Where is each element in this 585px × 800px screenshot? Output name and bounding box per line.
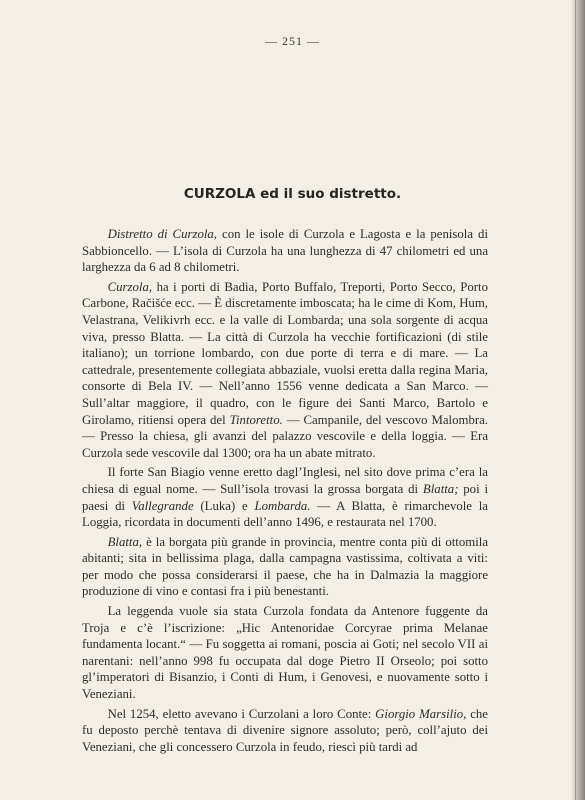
spine-line	[575, 0, 576, 800]
paragraph	[82, 534, 488, 600]
text-run: con le isole di Curzola e Lagosta e la penisola di Sabbioncello. — L’isola di Curzola ha una lunghezza di 47 chilometri ed una larghezza da 6 ad 8 chilometri.	[82, 227, 488, 275]
italic-text-run: Lombarda.	[254, 498, 311, 513]
spine-shadow	[571, 0, 585, 800]
page-number: — 251 —	[265, 34, 320, 48]
italic-text-run: Giorgio Marsilio,	[375, 706, 467, 721]
text-run: — A Blatta, è rimarchevole la Loggia, ricordata in documenti dell’anno 1496, e restaurata nel 1700.	[82, 498, 488, 530]
italic-text-run: Blatta,	[107, 534, 143, 549]
paragraph	[82, 226, 488, 276]
paragraph	[82, 464, 488, 530]
text-run: La leggenda vuole sia stata Curzola fondata da Antenore fuggente da Troja e c’è l’iscrizione: „Hic Antenoridae Corcyrae prima Melanae fundamenta locant.“ — Fu soggetta ai romani, poscia ai Goti; nel secolo VII ai narentani: nell’anno 998 fu occupata dal doge Pietro II Orseolo; poi sotto gl’imperatori di Bisanzio, i Conti di Hum, i Genovesi, e nuovamente sotto i Veneziani.	[82, 604, 488, 702]
paragraph	[82, 706, 488, 756]
italic-text-run: Blatta;	[422, 481, 459, 496]
body-text	[82, 226, 488, 758]
italic-text-run: Tintoretto.	[229, 412, 283, 427]
text-run: — Campanile, del vescovo Malombra. — Presso la chiesa, gli avanzi del palazzo vescovile e della loggia. — Era Curzola sede vescovile dal 1300; ora ha un abate mitrato.	[82, 412, 488, 460]
section-heading: CURZOLA ed il suo distretto.	[183, 186, 402, 202]
italic-text-run: Curzola,	[107, 279, 153, 294]
text-run: ha i porti di Badia, Porto Buffalo, Treporti, Porto Secco, Porto Carbone, Račišće ecc. — È discretamente imboscata; ha le cime di Kom, Hum, Velastrana, Velikivrh ecc. e la valle di Lombarda; una sola sorgente di acqua viva, presso Blatta. — La città di Curzola ha vecchie fortificazioni (di stile italiano); un torrione lombardo, con due porte di terra e di mare. — La cattedrale, presentemente collegiata abbaziale, vuolsi eretta dalla regina Maria, consorte di Bela IV. — Nell’anno 1556 venne dedicata a San Marco. — Sull’altar maggiore, il quadro, con le figure dei Santi Marco, Bartolo e Girolamo, ritiensi opera del	[82, 279, 488, 427]
text-run: Il forte San Biagio venne eretto dagl’Inglesi, nel sito dove prima c’era la chiesa di egual nome. — Sull’isola trovasi la grossa borgata di	[82, 465, 488, 496]
text-run: (Luka) e	[193, 498, 255, 513]
text-run: che fu deposto perchè tentava di divenire signore assoluto; però, coll’ajuto dei Veneziani, che gli concessero Curzola in feudo, riescì più tardi ad	[82, 706, 488, 754]
paragraph	[82, 279, 488, 462]
text-run: è la borgata più grande in provincia, mentre conta più di ottomila abitanti; sita in bellissima plaga, dalla campagna vastissima, coltivata a viti: per modo che possa considerarsi il paese, che ha in Dalmazia la maggiore produzione di vino e contasi fra i più benestanti.	[82, 534, 488, 599]
italic-text-run: Vallegrande	[131, 498, 194, 513]
text-run: Nel 1254, eletto avevano i Curzolani a loro Conte:	[107, 706, 376, 721]
italic-text-run: Distretto di Curzola,	[107, 227, 218, 241]
text-run: poi i paesi di	[82, 481, 489, 513]
paragraph	[82, 603, 488, 703]
